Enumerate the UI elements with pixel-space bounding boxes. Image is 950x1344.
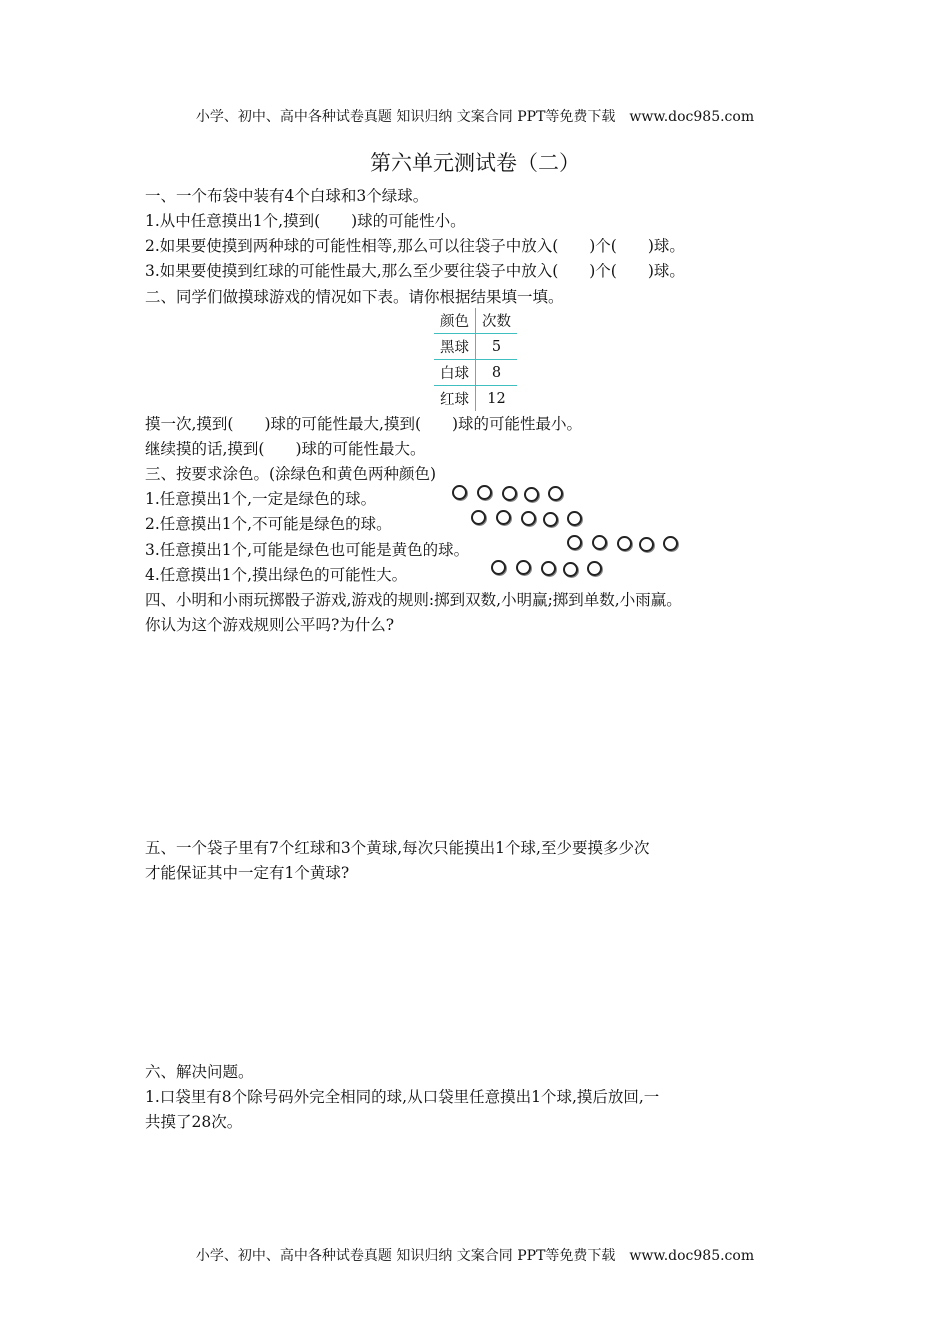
table-row xyxy=(434,334,517,360)
ball-icon[interactable] xyxy=(639,537,654,552)
table-row xyxy=(434,386,517,412)
page-title: 第六单元测试卷（二） xyxy=(370,151,580,175)
ball-icon[interactable] xyxy=(567,535,582,550)
ball-icon[interactable] xyxy=(592,535,607,550)
page-header: 小学、初中、高中各种试卷真题 知识归纳 文案合同 PPT等免费下载 www.doc985.com xyxy=(195,109,755,125)
table-header-color: 颜色 xyxy=(434,308,476,334)
section-2-heading: 二、同学们做摸球游戏的情况如下表。请你根据结果填一填。 xyxy=(145,288,564,306)
table-cell-count: 12 xyxy=(487,390,506,407)
ball-icon[interactable] xyxy=(587,561,602,576)
ball-icon[interactable] xyxy=(477,485,492,500)
section-3-question-3: 3.任意摸出1个,可能是绿色也可能是黄色的球。 xyxy=(145,541,470,559)
ball-icon[interactable] xyxy=(502,486,517,501)
section-3-question-2: 2.任意摸出1个,不可能是绿色的球。 xyxy=(145,515,392,533)
table-header-row xyxy=(434,308,517,334)
ball-icon[interactable] xyxy=(567,511,582,526)
ball-icon[interactable] xyxy=(452,485,467,500)
section-1-question-2: 2.如果要使摸到两种球的可能性相等,那么可以往袋子中放入( )个( )球。 xyxy=(145,237,685,255)
section-1-question-1: 1.从中任意摸出1个,摸到( )球的可能性小。 xyxy=(145,212,466,230)
ball-icon[interactable] xyxy=(496,510,511,525)
table-cell-color: 红球 xyxy=(434,386,476,412)
ball-group-2 xyxy=(471,510,586,526)
section-2-question-1: 摸一次,摸到( )球的可能性最大,摸到( )球的可能性最小。 xyxy=(145,415,583,433)
section-6-line-1: 1.口袋里有8个除号码外完全相同的球,从口袋里任意摸出1个球,摸后放回,一 xyxy=(145,1088,660,1106)
ball-icon[interactable] xyxy=(491,560,506,575)
section-6-line-2: 共摸了28次。 xyxy=(145,1113,243,1131)
section-2-question-2: 继续摸的话,摸到( )球的可能性最大。 xyxy=(145,440,426,458)
section-5-line-2: 才能保证其中一定有1个黄球? xyxy=(145,864,350,882)
ball-icon[interactable] xyxy=(516,560,531,575)
ball-icon[interactable] xyxy=(541,561,556,576)
table-row xyxy=(434,360,517,386)
section-4-line-1: 四、小明和小雨玩掷骰子游戏,游戏的规则:掷到双数,小明赢;掷到单数,小雨赢。 xyxy=(145,591,682,609)
table-cell-count: 5 xyxy=(491,338,502,355)
ball-icon[interactable] xyxy=(524,487,539,502)
section-1-heading: 一、一个布袋中装有4个白球和3个绿球。 xyxy=(145,187,429,205)
section-3-heading: 三、按要求涂色。(涂绿色和黄色两种颜色) xyxy=(145,465,437,483)
results-table xyxy=(434,308,517,411)
table-cell-color: 黑球 xyxy=(434,334,476,360)
ball-icon[interactable] xyxy=(663,536,678,551)
ball-group-1 xyxy=(452,485,567,501)
ball-icon[interactable] xyxy=(563,562,578,577)
section-3-question-4: 4.任意摸出1个,摸出绿色的可能性大。 xyxy=(145,566,408,584)
section-4-line-2: 你认为这个游戏规则公平吗?为什么? xyxy=(145,616,395,634)
ball-icon[interactable] xyxy=(521,511,536,526)
ball-icon[interactable] xyxy=(543,512,558,527)
section-5-line-1: 五、一个袋子里有7个红球和3个黄球,每次只能摸出1个球,至少要摸多少次 xyxy=(145,839,650,857)
table-cell-color: 白球 xyxy=(434,360,476,386)
ball-icon[interactable] xyxy=(617,536,632,551)
table-cell-count: 8 xyxy=(491,364,502,381)
section-3-question-1: 1.任意摸出1个,一定是绿色的球。 xyxy=(145,490,377,508)
table-header-count: 次数 xyxy=(482,314,511,330)
ball-icon[interactable] xyxy=(471,510,486,525)
page-footer: 小学、初中、高中各种试卷真题 知识归纳 文案合同 PPT等免费下载 www.doc985.com xyxy=(195,1248,755,1264)
ball-group-4 xyxy=(491,560,606,576)
section-6-heading: 六、解决问题。 xyxy=(145,1063,254,1081)
ball-group-3 xyxy=(567,535,682,551)
ball-icon[interactable] xyxy=(548,486,563,501)
section-1-question-3: 3.如果要使摸到红球的可能性最大,那么至少要往袋子中放入( )个( )球。 xyxy=(145,262,685,280)
